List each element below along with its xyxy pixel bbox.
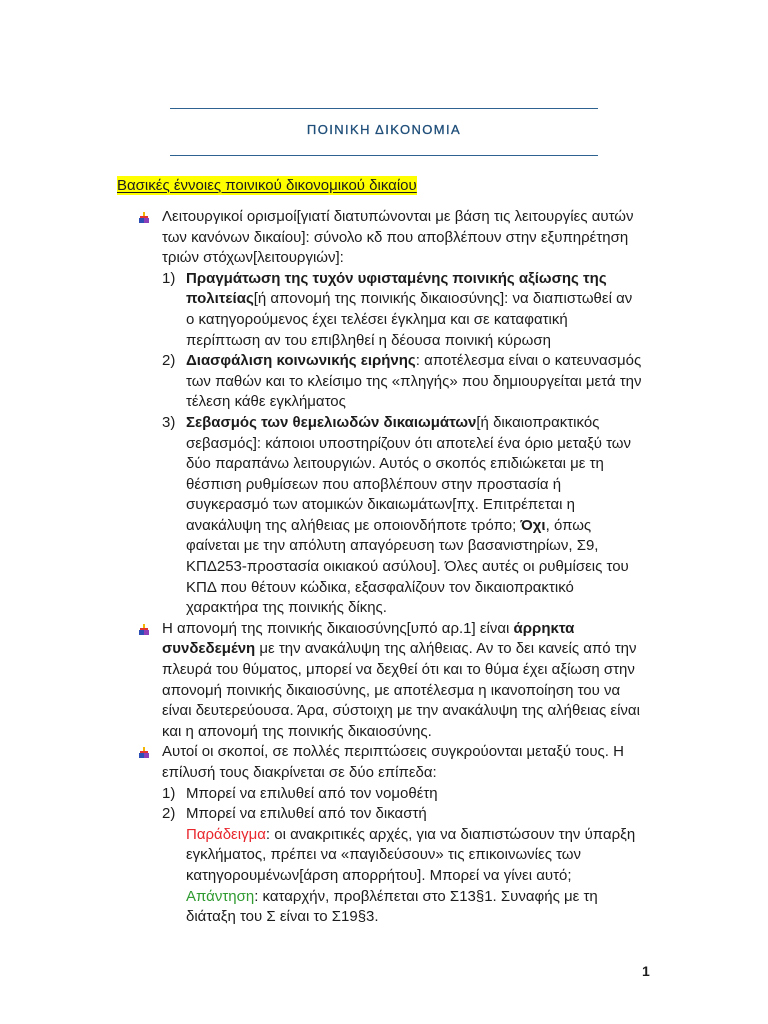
bullet-text: Λειτουργικοί ορισμοί[γιατί διατυπώνονται με βάση τις λειτουργίες αυτών των κανόνων δικαίου]: σύνολο κδ που αποβλέπουν στην εξυπηρέτηση τριών στόχων[λειτουργιών]:	[162, 207, 634, 267]
item-text: : αποτέλεσμα είναι ο κατευνασμός των παθών και το κλείσιμο της «πληγής» που δημιουργείται μετά την τέλεση κάθε εγκλήματος	[186, 352, 642, 411]
item-number: 1)	[162, 269, 176, 287]
item-text: [ή δικαιοπρακτικός σεβασμός]: κάποιοι υποστηρίζουν ότι αποτελεί ένα όριο μεταξύ των δύο παραπάνω λειτουργιών. Αυτός ο σκοπός επιδιώκεται με τη θέσπιση ρυθμίσεων που αποβλέπουν στην προστασία ή συγκερασμό των ατομικών δικαιωμάτων[πχ. Επιτρέπεται η ανακάλυψη της αλήθειας με οποιονδήποτε τρόπο;	[186, 413, 632, 534]
item-number: 2)	[162, 352, 176, 370]
item-body	[186, 413, 644, 619]
bullet-text-part: Η απονομή της ποινικής δικαιοσύνης[υπό αρ.1] είναι	[162, 619, 514, 637]
item-bold-term: Πραγμάτωση της τυχόν υφισταμένης ποινικής αξίωσης της πολιτείας	[186, 269, 607, 308]
item-number: 1)	[162, 784, 176, 802]
item-text: [ή απονομή της ποινικής δικαιοσύνης]: να διαπιστωθεί αν ο κατηγορούμενος έχει τελέσει έγκλημα και σε καταφατική περίπτωση αν του επιβληθεί η δέουσα ποινική κύρωση	[186, 290, 633, 349]
bullet-arrow-icon	[139, 747, 149, 758]
title-top-rule	[170, 108, 598, 109]
item-text: Μπορεί να επιλυθεί από τον νομοθέτη	[186, 784, 438, 802]
bullet-bold-term: άρρηκτα συνδεδεμένη	[162, 619, 575, 658]
item-bold-term: Σεβασμός των θεμελιωδών δικαιωμάτων	[186, 413, 477, 431]
item-text: Μπορεί να επιλυθεί από τον δικαστή	[186, 805, 427, 823]
bullet-arrow-icon	[139, 212, 149, 223]
answer-text: : καταρχήν, προβλέπεται στο Σ13§1. Συναφής με τη διάταξη του Σ είναι το Σ19§3.	[186, 887, 598, 926]
item-number: 2)	[162, 805, 176, 823]
document-body	[117, 176, 644, 928]
bullet-item	[117, 207, 644, 619]
bullet-text	[162, 619, 644, 743]
numbered-item	[162, 269, 644, 351]
bullet-text-part: με την ανακάλυψη της αλήθειας. Αν το δει κανείς από την πλευρά του θύματος, μπορεί να δεχθεί ότι και το θύμα έχει αξίωση στην απονομή ποινικής δικαιοσύνης, με αποτέλεσμα η ικανοποίηση του να είναι δευτερεύουσα. Άρα, σύστοιχη με την ανακάλυψη της αλήθειας είναι και η απονομή της ποινικής δικαιοσύνης.	[162, 640, 640, 740]
item-body	[186, 351, 644, 413]
numbered-item	[162, 413, 644, 619]
bullet-item	[117, 619, 644, 743]
answer-label: Απάντηση	[186, 887, 255, 905]
item-bold-term: Διασφάλιση κοινωνικής ειρήνης	[186, 352, 416, 370]
document-title: ΠΟΙΝΙΚΗ ΔΙΚΟΝΟΜΙΑ	[306, 122, 462, 137]
section-heading-text: Βασικές έννοιες ποινικού δικονομικού δικαίου	[117, 177, 417, 194]
numbered-item	[162, 784, 644, 805]
item-number: 3)	[162, 413, 176, 431]
section-heading	[117, 176, 644, 197]
numbered-item	[162, 351, 644, 413]
item-text: , όπως φαίνεται με την απόλυτη απαγόρευση των βασανιστηρίων, Σ9, ΚΠΔ253-προστασία οικιακού ασύλου]. Όλες αυτές οι ρυθμίσεις του ΚΠΔ που θέτουν κώδικα, εξασφαλίζουν τον δικαιοπρακτικό χαρακτήρα της ποινικής δίκης.	[186, 516, 629, 617]
example-paragraph	[162, 825, 644, 887]
bullet-item	[117, 742, 644, 927]
bullet-text: Αυτοί οι σκοποί, σε πολλές περιπτώσεις συγκρούονται μεταξύ τους. Η επίλυσή τους διακρίνεται σε δύο επίπεδα:	[162, 743, 624, 782]
item-bold-answer: Όχι	[520, 516, 546, 534]
page-number: 1	[642, 963, 650, 979]
example-label: Παράδειγμα	[186, 825, 266, 843]
example-text: : οι ανακριτικές αρχές, για να διαπιστώσουν την ύπαρξη εγκλήματος, πρέπει να «παγιδεύσουν» τις επικοινωνίες των κατηγορουμένων[άρση απορρήτου]. Μπορεί να γίνει αυτό;	[186, 825, 636, 884]
answer-paragraph	[162, 887, 644, 928]
numbered-item	[162, 804, 644, 825]
title-bottom-rule	[170, 155, 598, 156]
item-body	[186, 269, 644, 351]
bullet-arrow-icon	[139, 624, 149, 635]
